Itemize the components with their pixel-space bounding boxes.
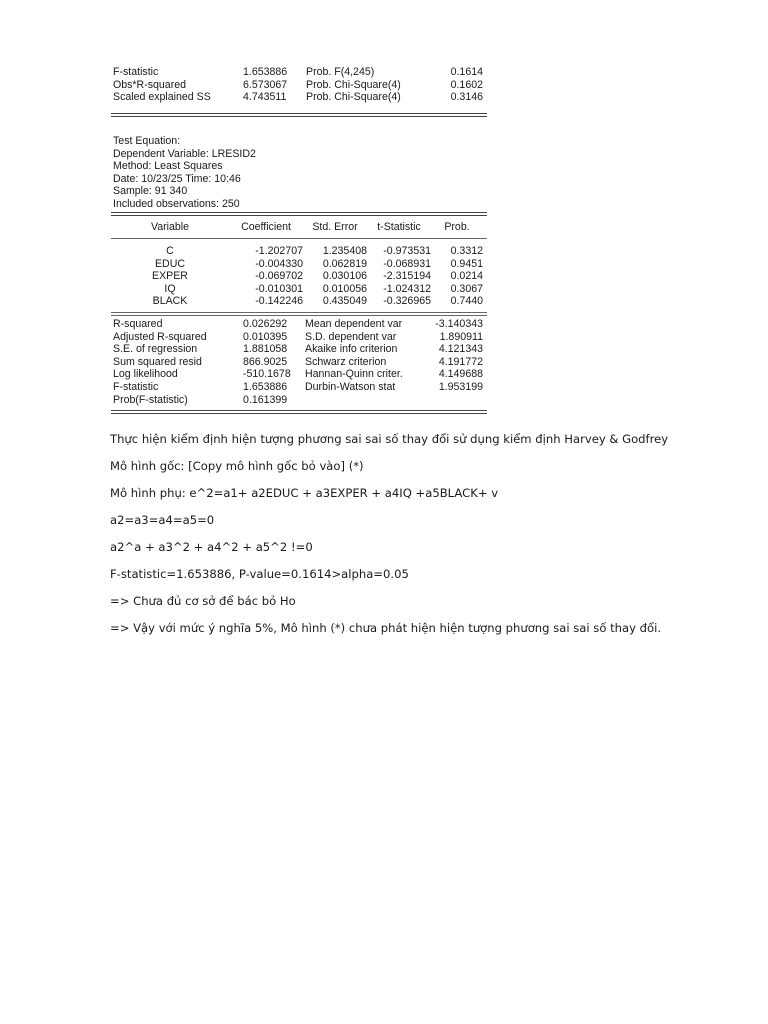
stat-label: Log likelihood: [113, 368, 178, 381]
stats-row: [111, 343, 487, 356]
std-error-cell: 0.030106: [322, 270, 367, 283]
coefficient-rows: [111, 245, 487, 308]
table-row: [111, 270, 487, 283]
stat-label: S.E. of regression: [113, 343, 198, 356]
variable-cell: EXPER: [152, 270, 188, 283]
stat-label: F-statistic: [113, 380, 159, 393]
header-cell: t-Statistic: [377, 221, 421, 233]
test-label: Obs*R-squared: [113, 78, 187, 91]
t-stat-cell: -0.973531: [383, 245, 431, 257]
header-cell: Std. Error: [312, 221, 358, 233]
method: Method: Least Squares: [113, 160, 223, 173]
stat-value: 4.121343: [438, 343, 483, 356]
stat-value: -3.140343: [435, 318, 483, 330]
test-prob-label: Prob. F(4,245): [306, 66, 375, 78]
t-stat-cell: -2.315194: [383, 270, 431, 283]
dependent-variable: Dependent Variable: LRESID2: [113, 147, 256, 160]
stat-label: Mean dependent var: [305, 318, 403, 330]
test-label: F-statistic: [113, 66, 159, 78]
test-row: [111, 91, 487, 104]
divider: [111, 212, 487, 213]
std-error-cell: 0.010056: [322, 282, 367, 295]
paragraph-auxiliary-model: Mô hình phụ: e^2=a1+ a2EDUC + a3EXPER + a4IQ +a5BLACK+ v: [110, 486, 499, 500]
stats-row: [111, 331, 487, 344]
test-prob-label: Prob. Chi-Square(4): [306, 91, 401, 104]
divider: [111, 413, 487, 414]
stat-value: 0.010395: [243, 330, 288, 343]
stat-value: 4.191772: [438, 355, 483, 368]
prob-cell: 0.7440: [450, 295, 483, 308]
paragraph-decision: => Chưa đủ cơ sở để bác bỏ Ho: [110, 594, 296, 608]
coefficient-cell: -0.142246: [255, 295, 303, 308]
stats-row: [111, 381, 487, 394]
sample: Sample: 91 340: [113, 185, 188, 198]
test-label: Scaled explained SS: [113, 91, 211, 104]
t-stat-cell: -0.326965: [383, 295, 431, 308]
header-cell: Coefficient: [241, 221, 291, 233]
stat-label: R-squared: [113, 318, 163, 330]
stat-label: Prob(F-statistic): [113, 393, 188, 406]
summary-statistics-table: [111, 318, 487, 406]
divider: [111, 238, 487, 239]
coefficient-cell: -0.069702: [255, 270, 303, 283]
test-value: 1.653886: [243, 66, 288, 78]
stat-label: Akaike info criterion: [305, 343, 398, 356]
test-prob: 0.1602: [450, 78, 483, 91]
divider: [111, 116, 487, 117]
prob-cell: 0.0214: [450, 270, 483, 283]
t-stat-cell: -1.024312: [383, 282, 431, 295]
stat-label: Durbin-Watson stat: [305, 380, 396, 393]
paragraph-null-hypothesis: a2=a3=a4=a5=0: [110, 513, 215, 527]
variable-cell: BLACK: [152, 295, 188, 308]
header-cell: Variable: [150, 221, 190, 233]
divider: [111, 312, 487, 313]
stat-value: 4.149688: [438, 368, 483, 381]
paragraph-conclusion: => Vậy với mức ý nghĩa 5%, Mô hình (*) chưa phát hiện hiện tượng phương sai sai số thay đổi.: [110, 621, 662, 635]
std-error-cell: 1.235408: [322, 245, 367, 257]
table-row: [111, 245, 487, 258]
stats-row: [111, 356, 487, 369]
heteroskedasticity-test-table: [111, 66, 487, 104]
stat-value: 1.881058: [243, 343, 288, 356]
stat-label: Sum squared resid: [113, 355, 202, 368]
table-row: [111, 283, 487, 296]
paragraph-original-model: Mô hình gốc: [Copy mô hình gốc bỏ vào] (*): [110, 459, 364, 473]
stat-value: 866.9025: [243, 355, 288, 368]
variable-cell: IQ: [164, 282, 176, 295]
paragraph-alternative-hypothesis: a2^a + a3^2 + a4^2 + a5^2 !=0: [110, 540, 313, 554]
paragraph-test-description: Thực hiện kiểm định hiện tượng phương sai sai số thay đổi sử dụng kiểm định Harvey & Godfrey: [110, 432, 669, 446]
stat-label: Hannan-Quinn criter.: [305, 368, 403, 381]
prob-cell: 0.9451: [450, 257, 483, 270]
stat-value: 0.161399: [243, 393, 288, 406]
divider: [111, 410, 487, 411]
prob-cell: 0.3067: [450, 282, 483, 295]
table-row: [111, 295, 487, 308]
stat-value: -510.1678: [243, 368, 291, 381]
stat-label: Schwarz criterion: [305, 355, 387, 368]
stat-value: 1.653886: [243, 380, 288, 393]
table-header: [111, 221, 487, 234]
variable-cell: C: [166, 245, 174, 257]
divider: [111, 215, 487, 216]
test-equation-title: Test Equation:: [113, 135, 181, 147]
stats-row: [111, 368, 487, 381]
stat-value: 0.026292: [243, 318, 288, 330]
coefficient-cell: -1.202707: [255, 245, 303, 257]
test-row: [111, 66, 487, 79]
included-observations: Included observations: 250: [113, 197, 240, 210]
paragraph-f-statistic: F-statistic=1.653886, P-value=0.1614>alpha=0.05: [110, 567, 409, 581]
std-error-cell: 0.435049: [322, 295, 367, 308]
test-prob: 0.1614: [450, 66, 483, 78]
test-prob: 0.3146: [450, 91, 483, 104]
stat-label: S.D. dependent var: [305, 330, 397, 343]
test-value: 4.743511: [243, 91, 287, 104]
std-error-cell: 0.062819: [322, 257, 367, 270]
stat-value: 1.890911: [439, 330, 483, 343]
divider: [111, 113, 487, 114]
stat-value: 1.953199: [438, 380, 483, 393]
test-prob-label: Prob. Chi-Square(4): [306, 78, 401, 91]
variable-cell: EDUC: [154, 257, 186, 270]
header-cell: Prob.: [444, 221, 470, 233]
stats-row: [111, 394, 487, 407]
stats-row: [111, 318, 487, 331]
date-time: Date: 10/23/25 Time: 10:46: [113, 172, 241, 185]
divider: [111, 315, 487, 316]
prob-cell: 0.3312: [450, 245, 483, 257]
t-stat-cell: -0.068931: [383, 257, 431, 270]
test-row: [111, 79, 487, 92]
coefficient-cell: -0.010301: [255, 282, 303, 295]
coefficient-cell: -0.004330: [255, 257, 303, 270]
test-equation-info: [113, 135, 256, 211]
stat-label: Adjusted R-squared: [113, 330, 207, 343]
test-value: 6.573067: [243, 78, 288, 91]
table-row: [111, 258, 487, 271]
